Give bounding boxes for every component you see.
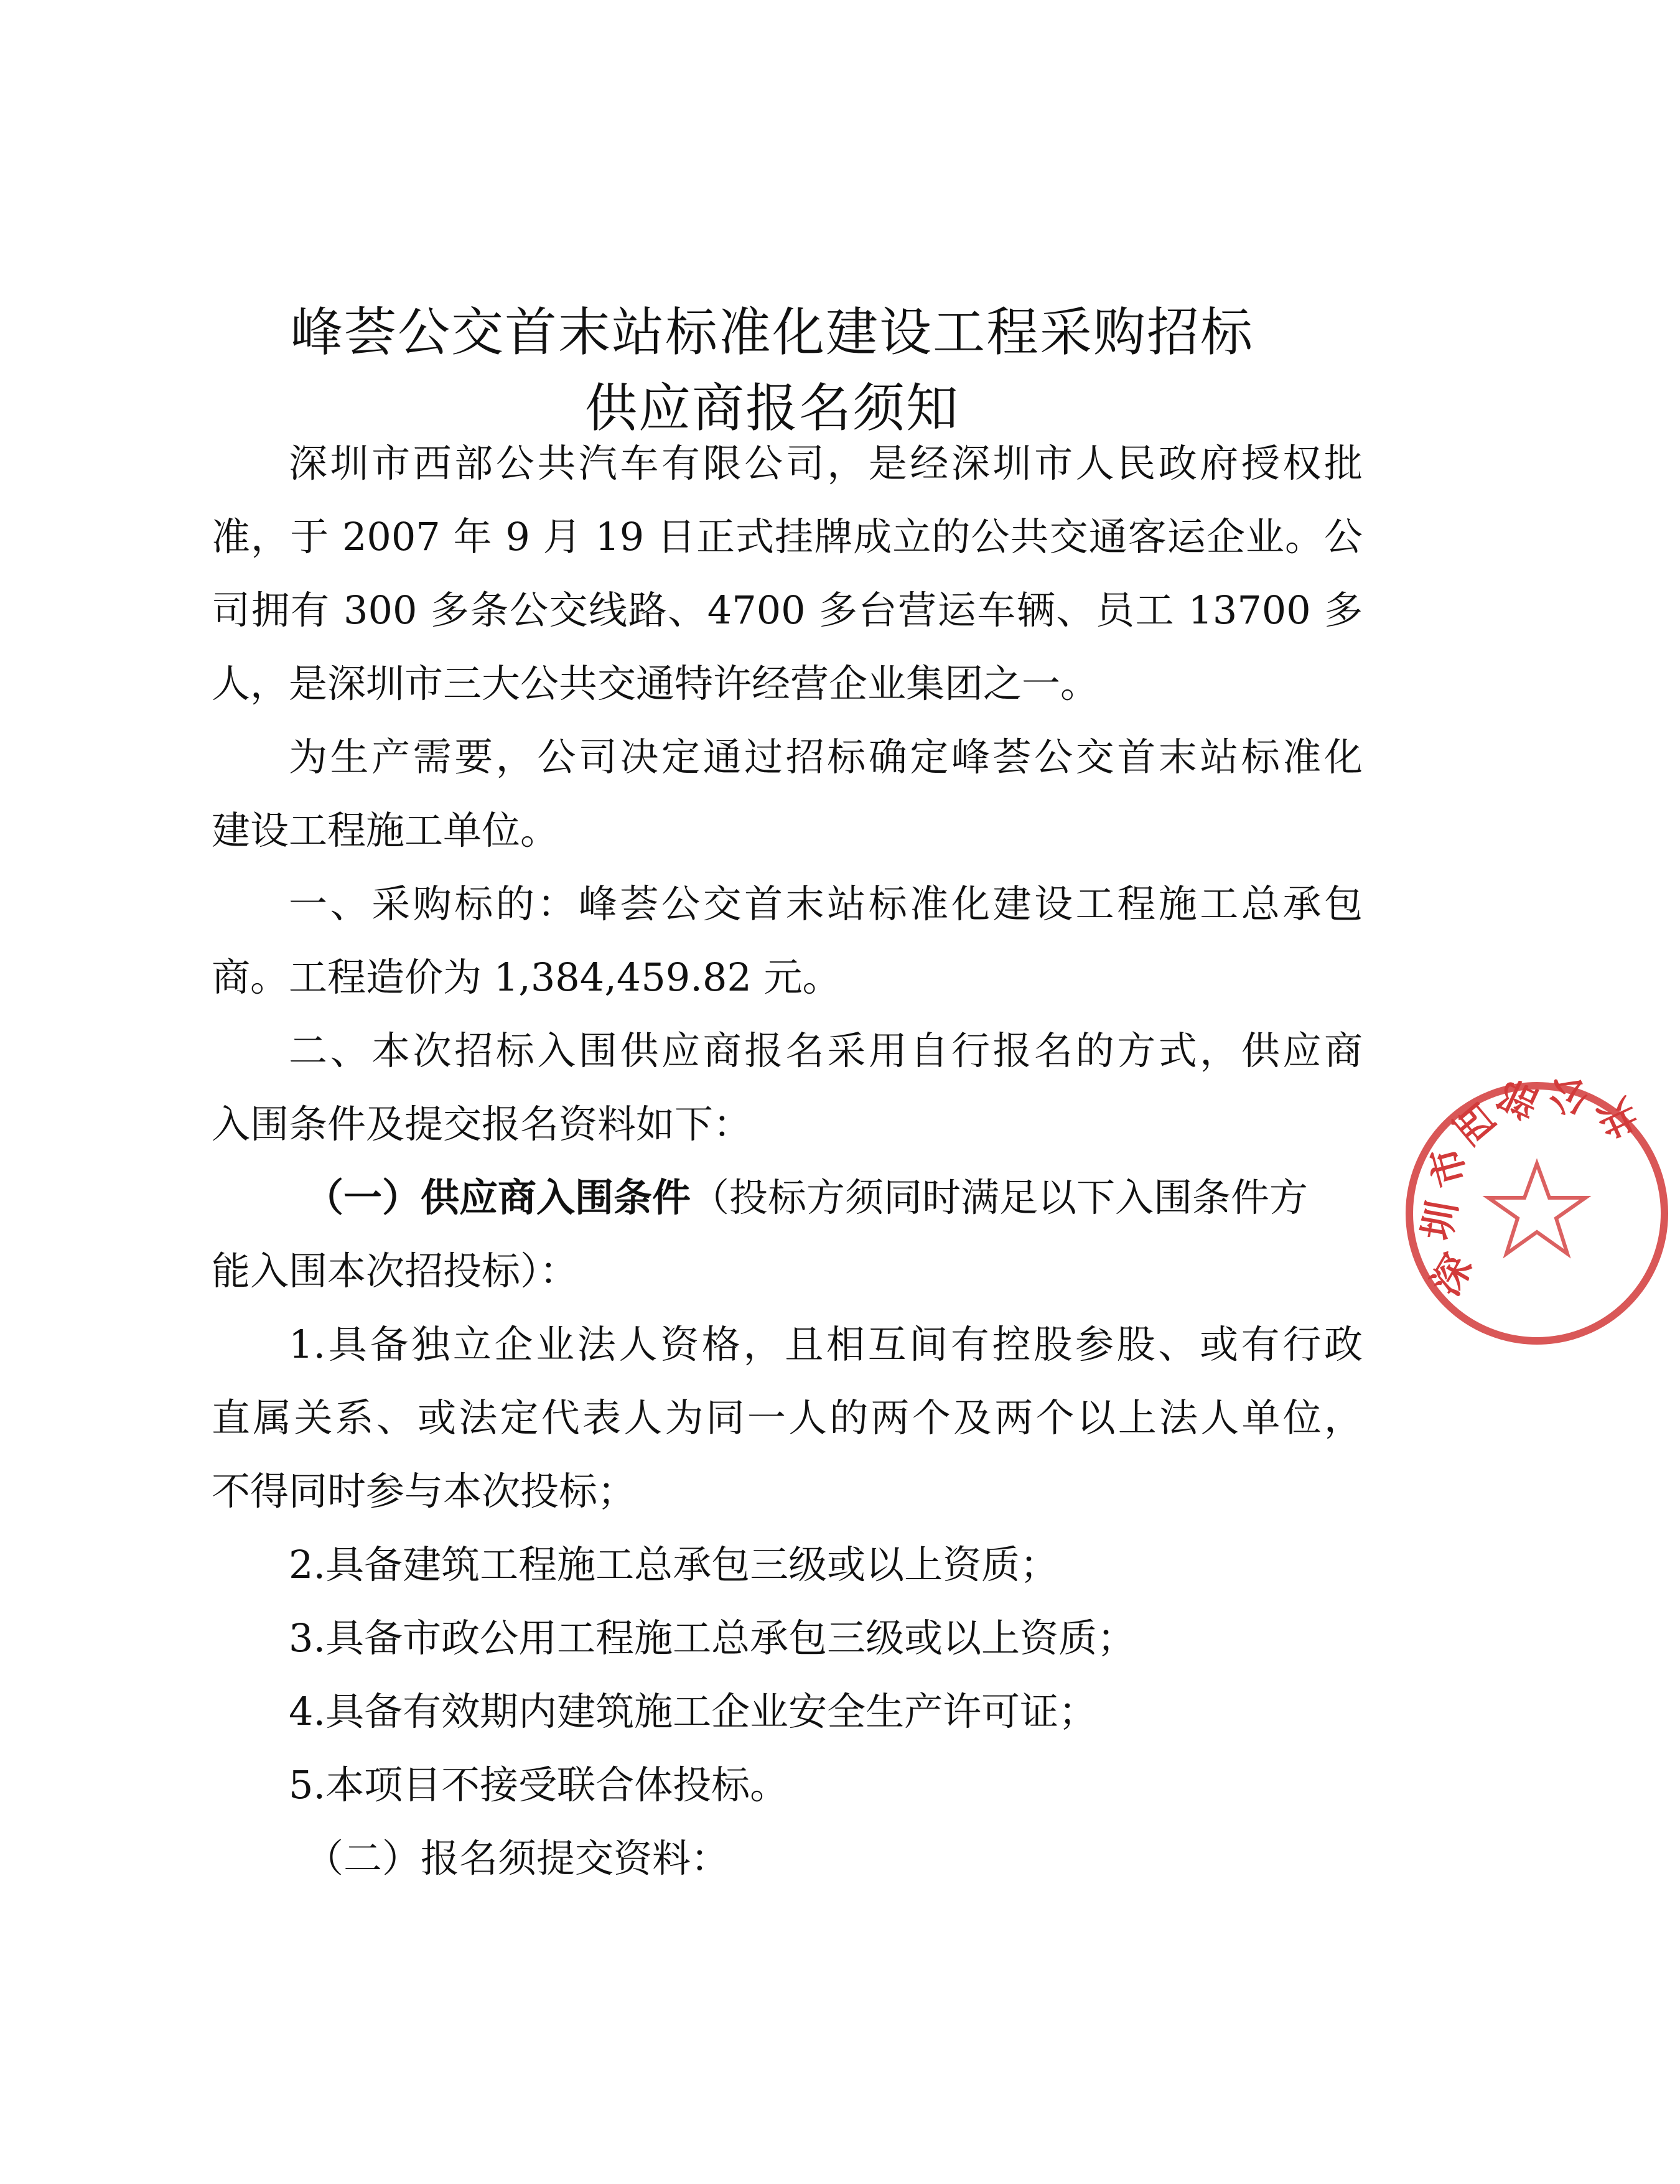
paragraph-line: 商。工程造价为 1,384,459.82 元。 xyxy=(212,954,841,1000)
section-heading-line xyxy=(305,1173,1363,1223)
paragraph-line: 准，于 2007 年 9 月 19 日正式挂牌成立的公共交通客运企业。公 xyxy=(212,514,1363,559)
paragraph-line: 1.具备独立企业法人资格，且相互间有控股参股、或有行政 xyxy=(289,1322,1363,1367)
paragraph-line: 直属关系、或法定代表人为同一人的两个及两个以上法人单位， xyxy=(212,1395,1363,1440)
document-title-line2: 供应商报名须知 xyxy=(584,378,959,439)
list-item: 5.本项目不接受联合体投标。 xyxy=(289,1762,789,1808)
paragraph-line: 深圳市西部公共汽车有限公司，是经深圳市人民政府授权批 xyxy=(289,441,1363,486)
paragraph-line: 入围条件及提交报名资料如下： xyxy=(212,1101,752,1147)
document-title-line1: 峰荟公交首末站标准化建设工程采购招标 xyxy=(290,302,1254,363)
paragraph-line: 司拥有 300 多条公交线路、4700 多台营运车辆、员工 13700 多 xyxy=(212,587,1363,633)
paragraph-line: 一、采购标的：峰荟公交首末站标准化建设工程施工总承包 xyxy=(289,881,1363,926)
paragraph-line: 为生产需要，公司决定通过招标确定峰荟公交首末站标准化 xyxy=(289,734,1363,780)
list-item: 3.具备市政公用工程施工总承包三级或以上资质； xyxy=(289,1615,1136,1661)
list-item: 2.具备建筑工程施工总承包三级或以上资质； xyxy=(289,1542,1059,1587)
paragraph-line: 能入围本次招投标）： xyxy=(212,1248,579,1294)
company-seal: 深 圳 市 西 部 公 共 xyxy=(1394,1070,1680,1356)
paragraph-line: 建设工程施工单位。 xyxy=(212,808,559,853)
paragraph-line: 二、本次招标入围供应商报名采用自行报名的方式，供应商 xyxy=(289,1028,1363,1073)
list-item: 4.具备有效期内建筑施工企业安全生产许可证； xyxy=(289,1689,1098,1734)
section-heading-note: （投标方须同时满足以下入围条件方 xyxy=(691,1175,1309,1220)
section-heading: （一）供应商入围条件 xyxy=(305,1175,691,1220)
paragraph-line: 人，是深圳市三大公共交通特许经营企业集团之一。 xyxy=(212,661,1099,706)
section-heading: （二）报名须提交资料： xyxy=(305,1836,730,1881)
seal-star-icon xyxy=(1488,1164,1585,1254)
paragraph-line: 不得同时参与本次投标； xyxy=(212,1468,637,1514)
